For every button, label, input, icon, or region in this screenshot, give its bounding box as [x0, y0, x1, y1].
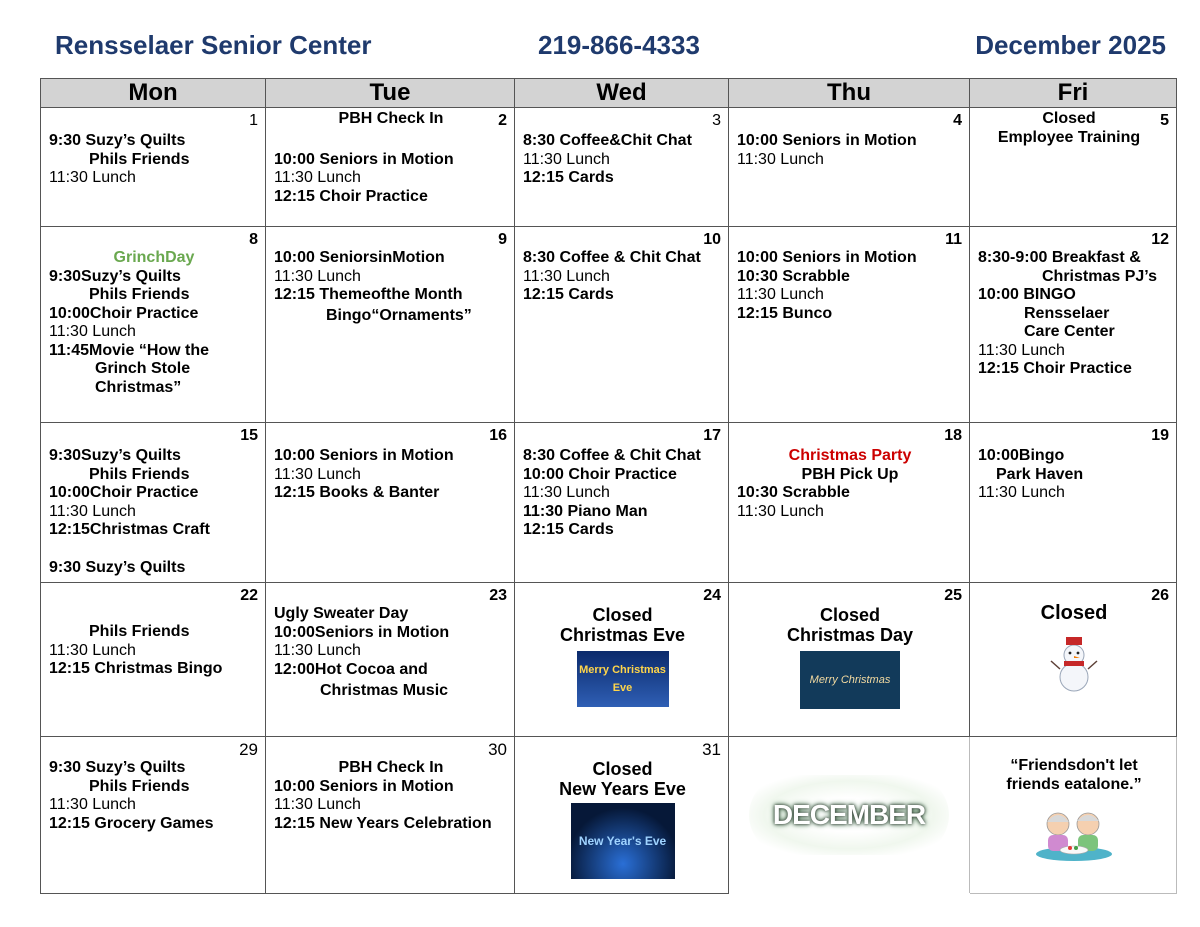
event: 10:00 Seniors in Motion — [274, 150, 454, 168]
event: 12:15 Choir Practice — [978, 360, 1132, 377]
day-number: 11 — [945, 231, 962, 248]
event: 8:30-9:00 Breakfast & — [978, 249, 1141, 266]
event: 11:30 Lunch — [274, 169, 361, 186]
event: PBH Check In — [338, 759, 444, 776]
event: 9:30 Suzy’s Quilts — [49, 759, 186, 776]
day-number: 10 — [703, 231, 721, 248]
event: Christmas Eve — [559, 625, 686, 645]
day-cell — [729, 583, 970, 737]
day-number: 15 — [240, 427, 258, 444]
day-cell — [266, 737, 515, 894]
day-number: 16 — [489, 427, 507, 444]
day-number: 17 — [703, 427, 721, 444]
weekday-mon: Mon — [41, 79, 266, 108]
event: Employee Training — [997, 128, 1141, 146]
event: 10:00Seniors in Motion — [274, 623, 450, 641]
day-cell — [729, 227, 970, 423]
day-cell — [970, 108, 1177, 227]
day-cell — [266, 108, 515, 227]
day-number: 8 — [249, 231, 258, 248]
event: 11:30 Lunch — [523, 267, 610, 285]
event: 12:15 Cards — [523, 521, 614, 538]
event: 12:15 New Years Celebration — [274, 814, 492, 832]
day-number: 24 — [703, 587, 721, 604]
week-row — [41, 227, 1177, 423]
closed-label: Closed — [592, 759, 653, 779]
event: 9:30 Suzy’s Quilts — [49, 132, 186, 149]
day-cell — [515, 423, 729, 583]
day-number: 23 — [489, 587, 507, 604]
event: 10:00 Seniors in Motion — [737, 249, 917, 266]
event: 11:30 Lunch — [49, 169, 136, 186]
event: New Years Eve — [559, 779, 686, 799]
event: Bingo“Ornaments” — [326, 306, 472, 324]
event: 9:30 Suzy’s Quilts — [49, 558, 186, 576]
day-cell — [266, 423, 515, 583]
day-cell — [266, 583, 515, 737]
calendar-grid — [40, 78, 1177, 894]
event: 11:30 Lunch — [737, 286, 824, 303]
event: 12:15 Cards — [523, 286, 614, 303]
december-banner-image: DECEMBER — [749, 775, 949, 855]
event: 10:00 Seniors in Motion — [737, 132, 917, 149]
event: 11:30 Lunch — [737, 150, 824, 168]
closed-label: Closed — [592, 605, 653, 625]
quote-line: friends eatalone.” — [1006, 775, 1142, 793]
day-cell — [266, 227, 515, 423]
weekday-wed: Wed — [515, 79, 729, 108]
phone-number: 219-866-4333 — [538, 30, 700, 60]
event: Phils Friends — [89, 286, 190, 303]
day-number: 22 — [240, 587, 258, 604]
event: Christmas PJ’s — [1042, 267, 1158, 285]
christmas-eve-image: Merry Christmas Eve — [577, 651, 669, 707]
event: 11:30 Lunch — [523, 484, 610, 501]
event: PBH Check In — [338, 110, 444, 127]
day-number: 31 — [702, 740, 721, 759]
event: 10:00Choir Practice — [49, 484, 199, 501]
weekday-thu: Thu — [729, 79, 970, 108]
grinch-day-label: GrinchDay — [113, 249, 195, 266]
quote-cell — [970, 737, 1177, 894]
day-number: 12 — [1151, 231, 1169, 248]
day-number: 19 — [1151, 427, 1169, 444]
day-number: 4 — [953, 112, 962, 129]
day-cell — [515, 583, 729, 737]
event: 10:00 Choir Practice — [523, 465, 677, 483]
day-number: 25 — [944, 587, 962, 604]
day-number: 29 — [239, 740, 258, 759]
event: 11:30 Lunch — [523, 150, 610, 168]
day-number: 30 — [488, 740, 507, 759]
day-cell — [41, 737, 266, 894]
merry-christmas-image: Merry Christmas — [800, 651, 900, 709]
weekday-header-row — [41, 79, 1177, 108]
event: 11:30 Lunch — [737, 502, 824, 520]
event: 12:15 Books & Banter — [274, 484, 440, 501]
day-cell — [515, 227, 729, 423]
day-cell — [41, 423, 266, 583]
closed-label: Closed — [1040, 602, 1108, 624]
event: 11:30 Lunch — [978, 484, 1065, 501]
event: 12:15 Cards — [523, 169, 614, 186]
event: PBH Pick Up — [801, 465, 899, 483]
day-number: 1 — [249, 112, 258, 129]
christmas-party-label: Christmas Party — [788, 447, 912, 464]
event: 11:30 Lunch — [274, 796, 361, 813]
event: 11:30 Lunch — [274, 465, 361, 483]
day-cell — [515, 108, 729, 227]
event: Phils Friends — [89, 623, 190, 640]
day-number: 18 — [944, 427, 962, 444]
event: Phils Friends — [89, 465, 190, 483]
event: Closed — [1042, 110, 1096, 127]
snowman-icon — [1049, 633, 1099, 693]
event: 12:15 Bunco — [737, 304, 833, 322]
seniors-eating-icon — [1034, 806, 1114, 862]
event: 12:15 Christmas Bingo — [49, 660, 223, 677]
event: 8:30 Coffee & Chit Chat — [523, 447, 701, 464]
day-number: 26 — [1151, 587, 1169, 604]
event: 10:00 Seniors in Motion — [274, 447, 454, 464]
event: Ugly Sweater Day — [274, 605, 409, 622]
closed-label: Closed — [819, 605, 880, 625]
event: 12:15 Choir Practice — [274, 187, 428, 205]
event: 12:15 Themeofthe Month — [274, 286, 463, 303]
weekday-tue: Tue — [266, 79, 515, 108]
event: 10:00Choir Practice — [49, 304, 199, 322]
week-row — [41, 583, 1177, 737]
event: 11:30 Lunch — [49, 641, 136, 659]
event: 11:30 Lunch — [49, 323, 136, 340]
event: 10:30 Scrabble — [737, 484, 850, 501]
event: Park Haven — [996, 465, 1084, 483]
weekday-fri: Fri — [970, 79, 1177, 108]
day-number: 9 — [498, 231, 507, 248]
day-cell — [970, 583, 1177, 737]
event: 10:00 BINGO — [978, 286, 1076, 303]
week-row — [41, 108, 1177, 227]
quote-line: “Friendsdon't let — [1010, 757, 1138, 774]
day-cell — [729, 108, 970, 227]
new-years-eve-image: New Year's Eve — [571, 803, 675, 879]
event: 12:15 Grocery Games — [49, 814, 214, 832]
day-number: 5 — [1160, 112, 1169, 129]
event: Christmas” — [95, 378, 182, 396]
event: 9:30Suzy’s Quilts — [49, 447, 181, 464]
event: Care Center — [1024, 323, 1115, 340]
day-cell — [41, 227, 266, 423]
day-number: 2 — [498, 112, 507, 129]
event: Rensselaer — [1024, 304, 1110, 322]
day-cell — [729, 423, 970, 583]
day-cell — [970, 227, 1177, 423]
event: 10:00 Seniors in Motion — [274, 777, 454, 795]
event: 11:30 Lunch — [978, 341, 1065, 359]
event: 11:30 Lunch — [49, 796, 136, 813]
day-number: 3 — [712, 112, 721, 129]
event: 11:30 Lunch — [49, 502, 136, 520]
event: Christmas Day — [786, 625, 914, 645]
event: 11:30 Lunch — [274, 642, 361, 659]
event: 12:00Hot Cocoa and — [274, 660, 428, 678]
day-cell — [41, 583, 266, 737]
day-cell — [41, 108, 266, 227]
event: 12:15Christmas Craft — [49, 521, 210, 538]
decoration-cell — [729, 737, 970, 894]
event: 11:30 Lunch — [274, 267, 361, 285]
event: Christmas Music — [320, 682, 449, 699]
event: Phils Friends — [89, 150, 190, 168]
week-row — [41, 423, 1177, 583]
event: 10:30 Scrabble — [737, 267, 850, 285]
event: 8:30 Coffee & Chit Chat — [523, 249, 701, 266]
event: Grinch Stole — [95, 360, 191, 377]
event: 11:45Movie “How the — [49, 341, 210, 359]
event: 11:30 Piano Man — [523, 502, 648, 520]
event: 10:00 SeniorsinMotion — [274, 249, 445, 266]
event: 9:30Suzy’s Quilts — [49, 267, 181, 285]
day-cell — [515, 737, 729, 894]
event: Phils Friends — [89, 777, 190, 795]
week-row — [41, 737, 1177, 894]
month-title: December 2025 — [975, 30, 1166, 60]
center-name: Rensselaer Senior Center — [55, 30, 372, 60]
event: 8:30 Coffee&Chit Chat — [523, 132, 692, 149]
event: 10:00Bingo — [978, 447, 1065, 464]
day-cell — [970, 423, 1177, 583]
